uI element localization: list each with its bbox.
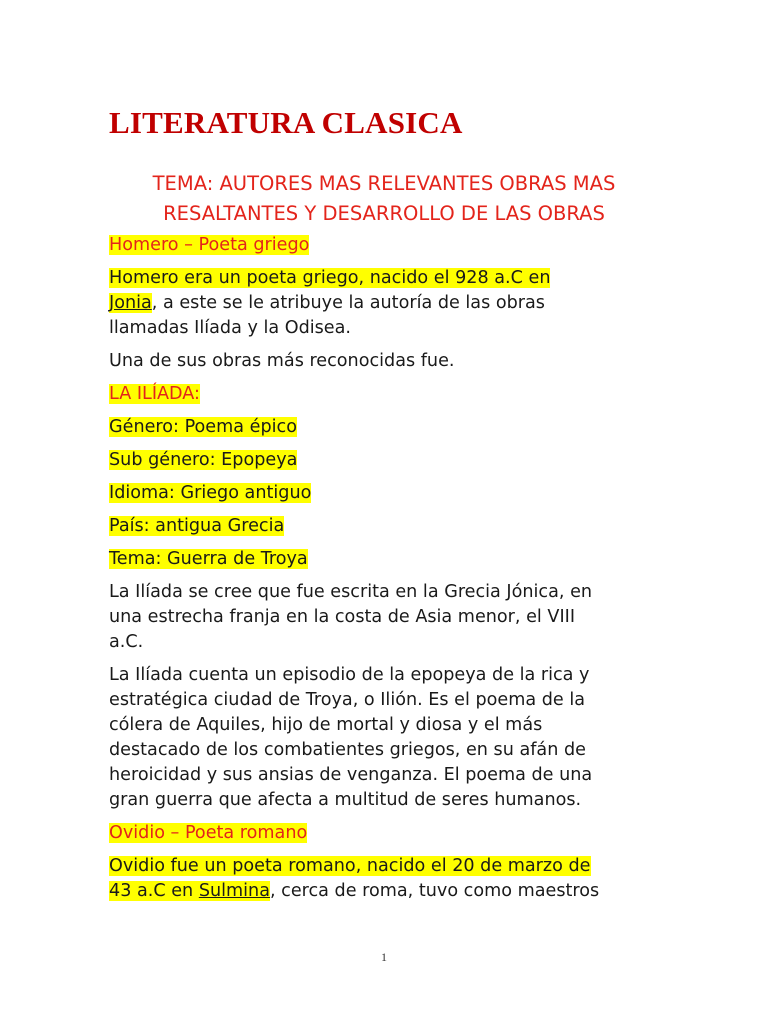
- iliada-paragraph-2-line-1: [109, 663, 589, 688]
- iliada-paragraph-1-line-1: [109, 580, 592, 605]
- iliada-p1-l3-text: a.C.: [109, 632, 144, 652]
- homero-paragraph-2: [109, 349, 455, 374]
- ovidio-paragraph-line-2: [109, 879, 599, 904]
- homero-paragraph-line-2: [109, 291, 545, 316]
- homero-p1-l3-text: llamadas Ilíada y la Odisea.: [109, 318, 352, 338]
- ovidio-p1-l1-text: Ovidio fue un poeta romano, nacido el 20 de marzo de: [109, 856, 591, 876]
- iliada-p2-l3-text: cólera de Aquiles, hijo de mortal y diosa y el más: [109, 715, 543, 735]
- iliada-pais: [109, 514, 284, 539]
- page-number: 1: [381, 950, 387, 964]
- iliada-paragraph-2-line-5: [109, 763, 592, 788]
- iliada-paragraph-1-line-2: [109, 605, 575, 630]
- iliada-p1-l2-text: una estrecha franja en la costa de Asia menor, el VIII: [109, 607, 576, 627]
- ovidio-paragraph-line-1: [109, 854, 591, 879]
- iliada-heading-text: LA ILÍADA:: [109, 384, 200, 404]
- homero-paragraph-line-1: [109, 266, 550, 291]
- homero-jonia-text: Jonia: [109, 293, 152, 313]
- tema-text: Tema: Guerra de Troya: [109, 549, 308, 569]
- document-title: LITERATURA CLASICA: [109, 105, 463, 140]
- iliada-paragraph-2-line-3: [109, 713, 542, 738]
- section-heading-iliada: [109, 382, 200, 407]
- ovidio-p1-l2-hl-a: 43 a.C en: [109, 881, 199, 901]
- homero-heading-text: Homero – Poeta griego: [109, 235, 310, 255]
- homero-p1-l1-text: Homero era un poeta griego, nacido el 928 a.C en: [109, 268, 551, 288]
- iliada-p2-l1-text: La Ilíada cuenta un episodio de la epopeya de la rica y: [109, 665, 590, 685]
- genero-text: Género: Poema épico: [109, 417, 297, 437]
- iliada-p2-l6-text: gran guerra que afecta a multitud de seres humanos.: [109, 790, 582, 810]
- iliada-p2-l2-text: estratégica ciudad de Troya, o Ilión. Es el poema de la: [109, 690, 586, 710]
- homero-p1-l2-rest: , a este se le atribuye la autoría de las obras: [151, 293, 545, 313]
- iliada-tema: [109, 547, 308, 572]
- iliada-idioma: [109, 481, 311, 506]
- iliada-paragraph-2-line-6: [109, 788, 581, 813]
- section-heading-homero: [109, 233, 309, 258]
- iliada-genero: [109, 415, 297, 440]
- iliada-paragraph-1-line-3: [109, 630, 143, 655]
- pais-text: País: antigua Grecia: [109, 516, 285, 536]
- iliada-paragraph-2-line-4: [109, 738, 586, 763]
- iliada-subgenero: [109, 448, 297, 473]
- homero-paragraph-line-3: [109, 316, 351, 341]
- iliada-paragraph-2-line-2: [109, 688, 585, 713]
- ovidio-heading-text: Ovidio – Poeta romano: [109, 823, 308, 843]
- subgenero-text: Sub género: Epopeya: [109, 450, 298, 470]
- homero-p2-text: Una de sus obras más reconocidas fue.: [109, 351, 455, 371]
- iliada-p1-l1-text: La Ilíada se cree que fue escrita en la Grecia Jónica, en: [109, 582, 593, 602]
- ovidio-p1-l2-rest: , cerca de roma, tuvo como maestros: [269, 881, 600, 901]
- idioma-text: Idioma: Griego antiguo: [109, 483, 312, 503]
- ovidio-sulmina-text: Sulmina: [198, 881, 270, 901]
- section-heading-ovidio: [109, 821, 307, 846]
- iliada-p2-l5-text: heroicidad y sus ansias de venganza. El poema de una: [109, 765, 593, 785]
- document-subtitle: TEMA: AUTORES MAS RELEVANTES OBRAS MAS RESALTANTES Y DESARROLLO DE LAS OBRAS: [152, 172, 616, 225]
- iliada-p2-l4-text: destacado de los combatientes griegos, en su afán de: [109, 740, 586, 760]
